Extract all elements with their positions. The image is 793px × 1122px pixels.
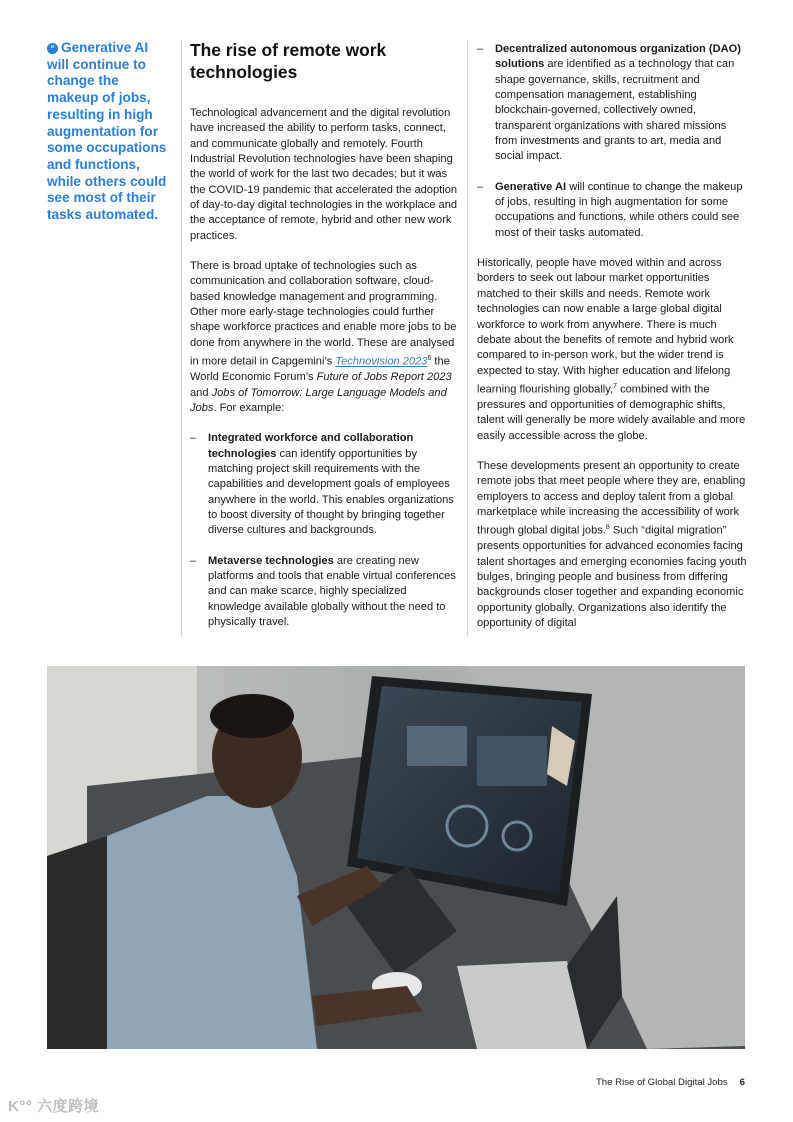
footer-title: The Rise of Global Digital Jobs — [595, 1077, 728, 1088]
photo-illustration — [47, 666, 745, 1049]
page-footer — [596, 1077, 745, 1088]
section-heading: The rise of remote work technologies — [190, 40, 387, 82]
quote-mark-icon: “ — [47, 43, 58, 54]
column-two — [477, 42, 747, 646]
office-worker-photo — [47, 666, 745, 1049]
pull-quote — [47, 40, 169, 224]
bullet-collaboration: – Integrated workforce and collaboration technologies can identify opportunities by matching project skill requirements with the capabilities and development goals of employees anywhere in the world. This enables organizations to boost diversity of thought by bringing together diverse cultures and backgrounds. — [190, 432, 454, 537]
technovision-link[interactable]: Technovision 2023 — [335, 355, 428, 368]
bullet-generative-ai: – Generative AI will continue to change the makeup of jobs, resulting in high augmentation for some occupations and functions, while others could see most of their tasks automated. — [477, 180, 743, 239]
watermark-logo: K°° 六度跨境 — [8, 1098, 99, 1115]
paragraph-history: Historically, people have moved within and across borders to seek out labour market opportunities matched to their skills and needs. Remote work technologies can now enable a large global digital workforce to work from anywhere. There is much debate about the benefits of remote and hybrid work compared to in-person work, but the wider trend is expected to stay. With higher education and lifelong learning flourishing globally,$^7$ combined with the pressures and opportunities of demographic shifts, talent will generally be more widely available and more easily accessible across the globe. — [477, 257, 746, 442]
column-divider-right — [467, 40, 468, 636]
pull-quote-text: Generative AI will continue to change the makeup of jobs, resulting in high augmentation for some occupations and functions, while others could see most of their tasks automated. — [47, 40, 167, 223]
column-divider-left — [181, 40, 182, 636]
column-one — [190, 40, 462, 645]
paragraph-technologies: There is broad uptake of technologies such as communication and collaboration software, cloud-based knowledge management and programming. Other more early-stage technologies could further shape workforce practices and enable more jobs to be done from anywhere in the world. These are analysed in more detail in Capgemini’s Technovision 2023$^6$ the World Economic Forum’s Future of Jobs Report 2023 and Jobs of Tomorrow: Large Language Models and Jobs. For example: — [190, 260, 457, 414]
bullet-metaverse: – Metaverse technologies are creating new platforms and tools that enable virtual conferences and can make scarce, highly specialized knowledge available globally without the need to physically travel. — [190, 554, 456, 628]
bullet-dao: – Decentralized autonomous organization (DAO) solutions are identified as a technology that can shape governance, skills, recruitment and compensation management, establishing blockchain-governed, collectively owned, transparent organizations with shared missions from investments and grants to art, media and social impact. — [477, 43, 741, 163]
paragraph-intro: Technological advancement and the digital revolution have increased the ability to perform tasks, connect, and communicate globally and remotely. Fourth Industrial Revolution technologies have been shaping the world of work for the last two decades; but it was the COVID-19 pandemic that accelerated the adoption of day-to-day digital technologies in the workplace and the acceptance of remote, hybrid and other new work practices. — [190, 107, 458, 242]
paragraph-developments: These developments present an opportunity to create remote jobs that meet people where they are, enabling employers to access and deploy talent from a global marketplace while increasing the accessibility of work through global digital jobs.$^8$ Such “digital migration” presents opportunities for advanced economies facing talent shortages and emerging economies facing youth bulges, bringing people and business from differing backgrounds closer together and expanding economic opportunity globally. Organizations also identify the opportunity of digital — [477, 459, 747, 630]
page-number: 6 — [739, 1077, 745, 1088]
